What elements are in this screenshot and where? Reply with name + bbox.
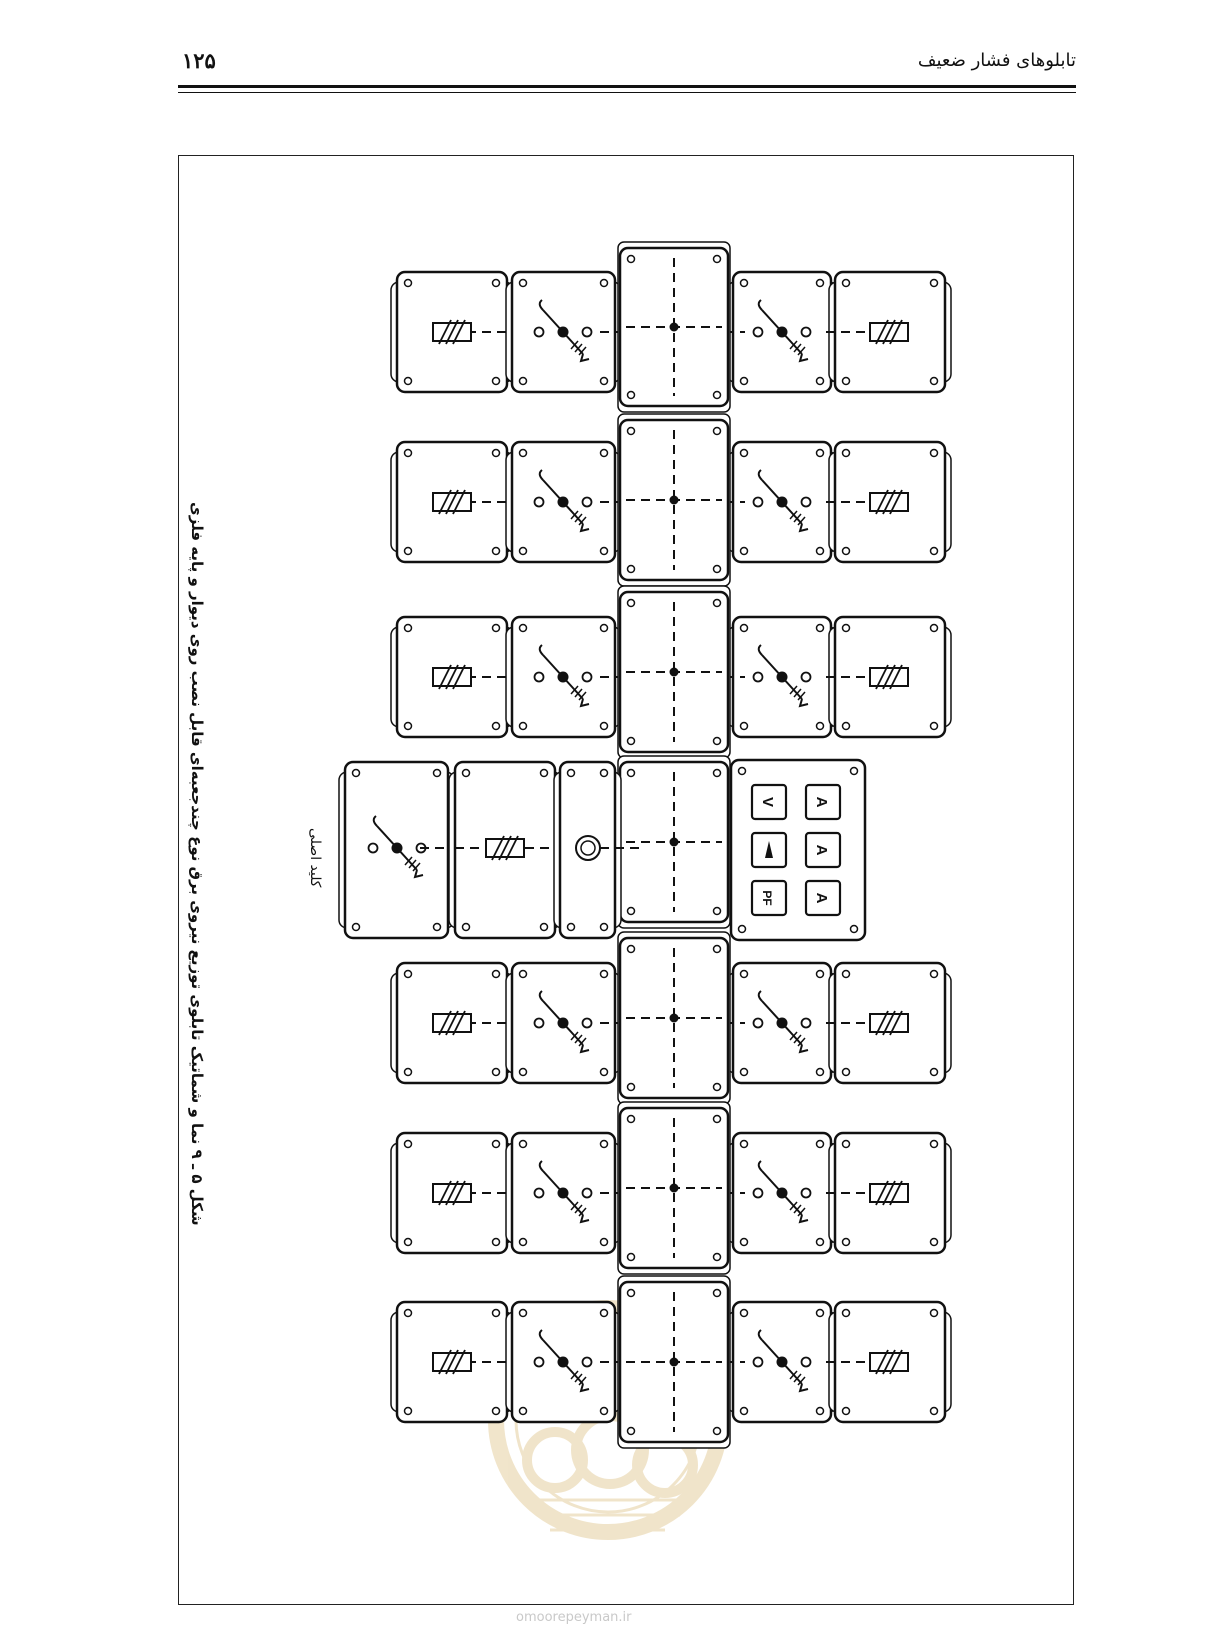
screw-hole bbox=[628, 738, 635, 745]
screw-hole bbox=[628, 566, 635, 573]
fuse-symbol bbox=[870, 1350, 908, 1374]
screw-hole bbox=[628, 392, 635, 399]
screw-hole bbox=[520, 1141, 527, 1148]
screw-hole bbox=[714, 428, 721, 435]
screw-hole bbox=[568, 770, 575, 777]
screw-hole bbox=[714, 908, 721, 915]
fuse-symbol bbox=[433, 320, 471, 344]
screw-hole bbox=[520, 548, 527, 555]
screw-hole bbox=[843, 450, 850, 457]
switch-terminal bbox=[754, 1358, 763, 1367]
screw-hole bbox=[739, 768, 746, 775]
screw-hole bbox=[601, 1069, 608, 1076]
switch-terminal bbox=[535, 1019, 544, 1028]
busbar-node bbox=[670, 1358, 679, 1367]
main-switch-label: کلید اصلی bbox=[307, 828, 323, 888]
fuse-symbol bbox=[870, 490, 908, 514]
screw-hole bbox=[817, 1069, 824, 1076]
screw-hole bbox=[520, 1069, 527, 1076]
screw-hole bbox=[741, 450, 748, 457]
switch-box bbox=[725, 617, 837, 737]
screw-hole bbox=[628, 256, 635, 263]
screw-hole bbox=[739, 926, 746, 933]
screw-hole bbox=[931, 723, 938, 730]
switch-terminal bbox=[583, 1189, 592, 1198]
switch-terminal bbox=[535, 328, 544, 337]
fuse-box bbox=[391, 272, 515, 392]
screw-hole bbox=[405, 1141, 412, 1148]
screw-hole bbox=[931, 971, 938, 978]
screw-hole bbox=[931, 1141, 938, 1148]
switch-terminal bbox=[802, 1019, 811, 1028]
screw-hole bbox=[493, 1408, 500, 1415]
screw-hole bbox=[405, 723, 412, 730]
fuse-symbol bbox=[433, 1350, 471, 1374]
fuse-box bbox=[826, 1302, 951, 1422]
screw-hole bbox=[405, 378, 412, 385]
screw-hole bbox=[520, 625, 527, 632]
screw-hole bbox=[601, 1239, 608, 1246]
screw-hole bbox=[741, 971, 748, 978]
switch-terminal bbox=[754, 498, 763, 507]
screw-hole bbox=[741, 1239, 748, 1246]
screw-hole bbox=[843, 1069, 850, 1076]
screw-hole bbox=[493, 625, 500, 632]
main-switch-box bbox=[339, 762, 460, 938]
screw-hole bbox=[931, 548, 938, 555]
fuse-box bbox=[826, 963, 951, 1083]
screw-hole bbox=[520, 1239, 527, 1246]
page-number: ۱۲۵ bbox=[182, 48, 216, 73]
screw-hole bbox=[714, 256, 721, 263]
fuse-symbol bbox=[433, 665, 471, 689]
screw-hole bbox=[434, 770, 441, 777]
screw-hole bbox=[714, 1116, 721, 1123]
junction-box bbox=[618, 414, 730, 586]
screw-hole bbox=[601, 770, 608, 777]
fuse-symbol bbox=[870, 1011, 908, 1035]
fuse-symbol bbox=[433, 1181, 471, 1205]
screw-hole bbox=[601, 548, 608, 555]
screw-hole bbox=[493, 450, 500, 457]
screw-hole bbox=[851, 768, 858, 775]
screw-hole bbox=[817, 280, 824, 287]
busbar-node bbox=[670, 838, 679, 847]
screw-hole bbox=[601, 378, 608, 385]
running-title: تابلوهای فشار ضعیف bbox=[917, 50, 1076, 71]
screw-hole bbox=[405, 280, 412, 287]
switch-terminal bbox=[583, 328, 592, 337]
fuse-box bbox=[826, 1133, 951, 1253]
screw-hole bbox=[520, 450, 527, 457]
switch-terminal bbox=[535, 1189, 544, 1198]
busbar-node bbox=[670, 1014, 679, 1023]
screw-hole bbox=[463, 770, 470, 777]
screw-hole bbox=[931, 1069, 938, 1076]
screw-hole bbox=[601, 625, 608, 632]
switch-terminal bbox=[754, 328, 763, 337]
screw-hole bbox=[493, 723, 500, 730]
screw-hole bbox=[817, 548, 824, 555]
screw-hole bbox=[931, 378, 938, 385]
screw-hole bbox=[628, 600, 635, 607]
screw-hole bbox=[628, 1254, 635, 1261]
screw-hole bbox=[741, 280, 748, 287]
screw-hole bbox=[520, 378, 527, 385]
screw-hole bbox=[405, 1069, 412, 1076]
screw-hole bbox=[843, 971, 850, 978]
switch-box bbox=[725, 442, 837, 562]
switch-terminal bbox=[583, 1358, 592, 1367]
fuse-box bbox=[826, 442, 951, 562]
screw-hole bbox=[628, 1084, 635, 1091]
screw-hole bbox=[817, 1310, 824, 1317]
screw-hole bbox=[405, 1408, 412, 1415]
cable-gland-inner bbox=[581, 841, 595, 855]
switch-terminal bbox=[754, 1019, 763, 1028]
junction-box bbox=[618, 242, 730, 412]
screw-hole bbox=[601, 723, 608, 730]
screw-hole bbox=[628, 946, 635, 953]
screw-hole bbox=[493, 971, 500, 978]
screw-hole bbox=[405, 971, 412, 978]
switch-terminal bbox=[583, 673, 592, 682]
screw-hole bbox=[851, 926, 858, 933]
screw-hole bbox=[628, 1116, 635, 1123]
fuse-box bbox=[391, 617, 515, 737]
screw-hole bbox=[434, 924, 441, 931]
fuse-symbol bbox=[433, 490, 471, 514]
switch-box bbox=[725, 1302, 837, 1422]
screw-hole bbox=[714, 1428, 721, 1435]
screw-hole bbox=[405, 1310, 412, 1317]
screw-hole bbox=[931, 1239, 938, 1246]
screw-hole bbox=[714, 1290, 721, 1297]
screw-hole bbox=[741, 1141, 748, 1148]
fuse-symbol bbox=[870, 1181, 908, 1205]
meter-label: V bbox=[759, 796, 776, 808]
screw-hole bbox=[520, 280, 527, 287]
fuse-box bbox=[391, 1302, 515, 1422]
screw-hole bbox=[601, 971, 608, 978]
screw-hole bbox=[843, 378, 850, 385]
switch-box bbox=[725, 1133, 837, 1253]
screw-hole bbox=[520, 1310, 527, 1317]
switch-terminal bbox=[535, 498, 544, 507]
switch-terminal bbox=[369, 844, 378, 853]
screw-hole bbox=[714, 600, 721, 607]
switch-terminal bbox=[754, 673, 763, 682]
screw-hole bbox=[741, 378, 748, 385]
watermark-url: omoorepeyman.ir bbox=[516, 1610, 632, 1625]
screw-hole bbox=[741, 548, 748, 555]
switch-terminal bbox=[802, 328, 811, 337]
screw-hole bbox=[601, 924, 608, 931]
switch-terminal bbox=[754, 1189, 763, 1198]
screw-hole bbox=[931, 1310, 938, 1317]
screw-hole bbox=[817, 1239, 824, 1246]
power-factor-meter bbox=[752, 881, 786, 915]
screw-hole bbox=[568, 924, 575, 931]
busbar-node bbox=[670, 496, 679, 505]
screw-hole bbox=[843, 280, 850, 287]
meter-label: A bbox=[813, 892, 830, 904]
switch-terminal bbox=[535, 673, 544, 682]
fuse-box bbox=[391, 442, 515, 562]
screw-hole bbox=[741, 625, 748, 632]
switch-box bbox=[725, 963, 837, 1083]
switch-terminal bbox=[535, 1358, 544, 1367]
figure-caption: شکل ۵ ـ ۹ نما و شماتیک تابلوی توزیع نیروی برق نوع چندجعبه‌ای قابل نصب روی دیوار و پایه فلزی bbox=[188, 502, 206, 1226]
meter-panel bbox=[731, 760, 865, 940]
screw-hole bbox=[601, 280, 608, 287]
fuse-box bbox=[391, 963, 515, 1083]
fuse-box bbox=[826, 617, 951, 737]
screw-hole bbox=[353, 770, 360, 777]
screw-hole bbox=[931, 1408, 938, 1415]
screw-hole bbox=[493, 1310, 500, 1317]
voltmeter bbox=[752, 785, 786, 819]
screw-hole bbox=[405, 548, 412, 555]
switch-terminal bbox=[802, 673, 811, 682]
screw-hole bbox=[714, 1254, 721, 1261]
screw-hole bbox=[541, 770, 548, 777]
ammeter-2 bbox=[806, 833, 840, 867]
fuse-symbol bbox=[433, 1011, 471, 1035]
screw-hole bbox=[817, 971, 824, 978]
switch-box bbox=[506, 272, 621, 392]
switch-box bbox=[506, 617, 621, 737]
screw-hole bbox=[714, 738, 721, 745]
switch-terminal bbox=[583, 1019, 592, 1028]
screw-hole bbox=[353, 924, 360, 931]
ammeter-3 bbox=[806, 881, 840, 915]
screw-hole bbox=[817, 625, 824, 632]
screw-hole bbox=[817, 450, 824, 457]
screw-hole bbox=[843, 548, 850, 555]
switch-box bbox=[506, 442, 621, 562]
screw-hole bbox=[405, 625, 412, 632]
screw-hole bbox=[741, 1408, 748, 1415]
fuse-symbol bbox=[870, 665, 908, 689]
screw-hole bbox=[405, 450, 412, 457]
screw-hole bbox=[463, 924, 470, 931]
screw-hole bbox=[405, 1239, 412, 1246]
screw-hole bbox=[628, 1290, 635, 1297]
screw-hole bbox=[843, 1239, 850, 1246]
junction-box bbox=[618, 1102, 730, 1274]
fuse-box bbox=[826, 272, 951, 392]
junction-box bbox=[618, 756, 730, 928]
screw-hole bbox=[520, 1408, 527, 1415]
screw-hole bbox=[714, 770, 721, 777]
screw-hole bbox=[493, 280, 500, 287]
screw-hole bbox=[601, 1310, 608, 1317]
screw-hole bbox=[843, 723, 850, 730]
screw-hole bbox=[493, 1239, 500, 1246]
switch-box bbox=[506, 1133, 621, 1253]
screw-hole bbox=[493, 1141, 500, 1148]
junction-box bbox=[618, 932, 730, 1104]
screw-hole bbox=[843, 1408, 850, 1415]
busbar-node bbox=[670, 668, 679, 677]
switch-box bbox=[506, 963, 621, 1083]
switch-box bbox=[506, 1302, 621, 1422]
junction-box bbox=[618, 1276, 730, 1448]
screw-hole bbox=[843, 1310, 850, 1317]
switch-terminal bbox=[802, 498, 811, 507]
meter-label: PF bbox=[760, 890, 774, 906]
screw-hole bbox=[843, 625, 850, 632]
screw-hole bbox=[931, 625, 938, 632]
switch-terminal bbox=[583, 498, 592, 507]
screw-hole bbox=[628, 1428, 635, 1435]
fuse-symbol bbox=[870, 320, 908, 344]
busbar-node bbox=[670, 323, 679, 332]
screw-hole bbox=[931, 280, 938, 287]
fuse-box bbox=[391, 1133, 515, 1253]
screw-hole bbox=[628, 428, 635, 435]
screw-hole bbox=[520, 971, 527, 978]
switch-box bbox=[725, 272, 837, 392]
screw-hole bbox=[741, 1310, 748, 1317]
meter-label: A bbox=[813, 796, 830, 808]
screw-hole bbox=[520, 723, 527, 730]
screw-hole bbox=[541, 924, 548, 931]
screw-hole bbox=[714, 392, 721, 399]
screw-hole bbox=[817, 378, 824, 385]
ammeter-1 bbox=[806, 785, 840, 819]
meter-label: A bbox=[813, 844, 830, 856]
screw-hole bbox=[601, 1141, 608, 1148]
junction-box bbox=[618, 586, 730, 758]
busbar-node bbox=[670, 1184, 679, 1193]
fuse-symbol bbox=[486, 836, 524, 860]
switch-terminal bbox=[802, 1189, 811, 1198]
screw-hole bbox=[714, 566, 721, 573]
screw-hole bbox=[493, 548, 500, 555]
screw-hole bbox=[493, 1069, 500, 1076]
screw-hole bbox=[843, 1141, 850, 1148]
switch-terminal bbox=[802, 1358, 811, 1367]
screw-hole bbox=[741, 723, 748, 730]
screw-hole bbox=[817, 723, 824, 730]
screw-hole bbox=[628, 908, 635, 915]
screw-hole bbox=[628, 770, 635, 777]
screw-hole bbox=[493, 378, 500, 385]
screw-hole bbox=[714, 946, 721, 953]
screw-hole bbox=[714, 1084, 721, 1091]
screw-hole bbox=[817, 1408, 824, 1415]
screw-hole bbox=[931, 450, 938, 457]
screw-hole bbox=[741, 1069, 748, 1076]
selector-switch bbox=[752, 833, 786, 867]
screw-hole bbox=[817, 1141, 824, 1148]
main-fuse-box bbox=[449, 762, 561, 938]
screw-hole bbox=[601, 1408, 608, 1415]
screw-hole bbox=[601, 450, 608, 457]
